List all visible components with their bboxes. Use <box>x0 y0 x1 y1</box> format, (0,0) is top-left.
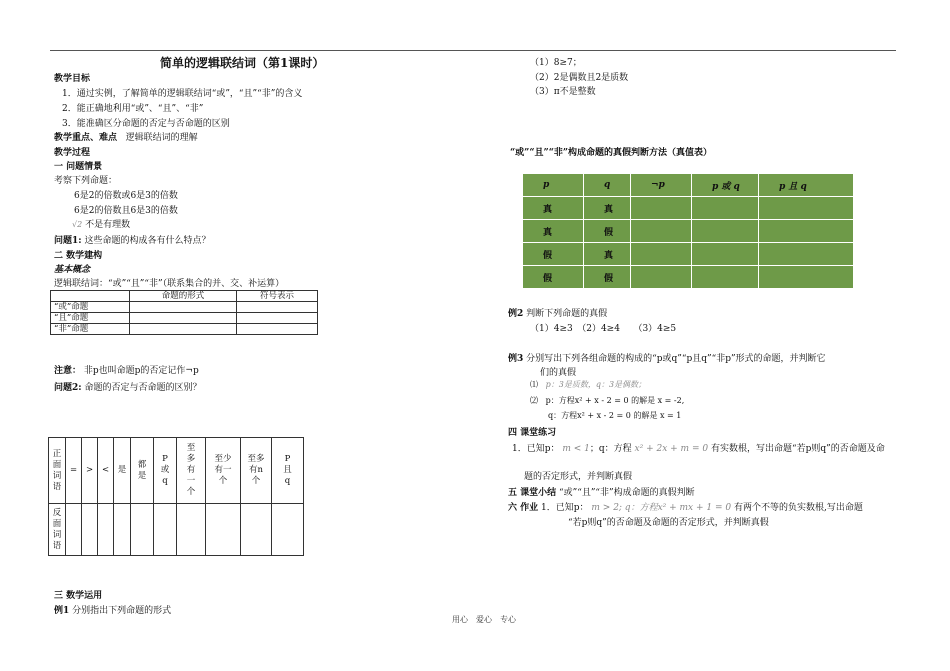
note: 注意： 非p也叫命题p的否定记作¬p <box>54 366 199 376</box>
proposition-2: 6是2的倍数且6是3的倍数 <box>74 206 178 216</box>
ex1-item-1: （1）8≥7； <box>530 58 582 68</box>
table-row: 假 真 <box>523 243 854 266</box>
ex1-item-2: （2）2是偶数且2是质数 <box>530 73 629 83</box>
exercise-1: 1．已知p： m < 1；q：方程 x² + 2x + m = 0 有实数根，写出命题“若p则q”的否命题及命 <box>512 444 885 454</box>
ex1-item-3: （3）π不是整数 <box>530 87 596 97</box>
example-2: 例2 判断下列命题的真假 <box>508 309 608 319</box>
key-points-label: 教学重点、难点 <box>54 133 118 143</box>
table-row: 反面词语 <box>49 504 304 556</box>
connective-table <box>50 290 318 335</box>
key-points-text: 逻辑联结词的理解 <box>125 133 198 143</box>
connectives-line: 逻辑联结词：“或”“且”“非”（联系集合的并、交、补运算） <box>54 279 285 289</box>
truth-table <box>522 173 854 289</box>
example-1: 例1 分别指出下列命题的形式 <box>54 606 172 616</box>
truth-table-title: “或”“且”“非”构成命题的真假判断方法（真值表） <box>510 148 713 158</box>
table-row: 正面词语 = > < 是 都是 P或q 至多有一个 至少有一个 至多有n个 P且q <box>49 438 304 504</box>
key-points <box>54 130 198 143</box>
question-1: 问题1: 这些命题的构成各有什么特点？ <box>54 236 211 246</box>
process-heading: 教学过程 <box>54 148 91 158</box>
table-row: 命题的形式 符号表示 <box>51 291 318 302</box>
table-row: p q ¬p p 或 q p 且 q <box>523 174 854 197</box>
objective-2: 2．能正确地利用“或”、“且”、“非” <box>62 104 204 114</box>
example-3-item-2a: ⑵ p：方程x² + x - 2 = 0 的解是 x = -2, <box>530 396 685 405</box>
sec1-intro: 考察下列命题： <box>54 176 118 186</box>
example-3-cont: 们的真假 <box>540 368 577 378</box>
objective-3: 3．能准确区分命题的否定与否命题的区别 <box>62 119 230 129</box>
example-2-items: （1）4≥3 （2）4≥4 （3）4≥5 <box>530 324 677 334</box>
sec3-heading: 三 数学运用 <box>54 591 103 601</box>
table-row: 真 真 <box>523 197 854 220</box>
top-rule <box>50 50 896 51</box>
homework-cont: “若p则q”的否命题及命题的否定形式，并判断真假 <box>568 518 769 528</box>
sec1-heading: 一 问题情景 <box>54 162 103 172</box>
negation-words-table <box>48 437 304 556</box>
question-2: 问题2: 命题的否定与否命题的区别？ <box>54 383 202 393</box>
sqrt-symbol: √2 <box>72 220 83 229</box>
example-3: 例3 分别写出下列各组命题的构成的“p或q”“p且q”“非p”形式的命题，并判断它 <box>508 354 826 364</box>
table-row: “且”命题 <box>51 313 318 324</box>
table-row: “或”命题 <box>51 302 318 313</box>
table-row: “非”命题 <box>51 324 318 335</box>
sec4-heading: 四 课堂练习 <box>508 428 557 438</box>
proposition-1: 6是2的倍数或6是3的倍数 <box>74 191 178 201</box>
summary: 五 课堂小结 “或”“且”“非”构成命题的真假判断 <box>508 488 695 498</box>
page-title: 简单的逻辑联结词（第1课时） <box>160 56 325 70</box>
example-3-item-2b: q：方程x² + x - 2 = 0 的解是 x = 1 <box>548 411 682 420</box>
objective-1: 1．通过实例，了解简单的逻辑联结词“或”，“且”“非”的含义 <box>62 89 303 99</box>
basic-concept-heading: 基本概念 <box>54 265 91 275</box>
example-3-item-1: ⑴ p：3是质数，q：3是偶数； <box>530 380 647 389</box>
sec2-heading: 二 数学建构 <box>54 251 103 261</box>
objectives-heading: 教学目标 <box>54 74 91 84</box>
proposition-3: √2 不是有理数 <box>72 220 131 230</box>
table-row: 真 假 <box>523 220 854 243</box>
footer: 用心 爱心 专心 <box>452 615 516 624</box>
homework: 六 作业 1．已知p： m > 2; q：方程x² + mx + 1 = 0 有两个不等的负实数根,写出命题 <box>508 503 863 513</box>
exercise-1-cont: 题的否定形式，并判断真假 <box>524 472 633 482</box>
table-row: 假 假 <box>523 266 854 289</box>
